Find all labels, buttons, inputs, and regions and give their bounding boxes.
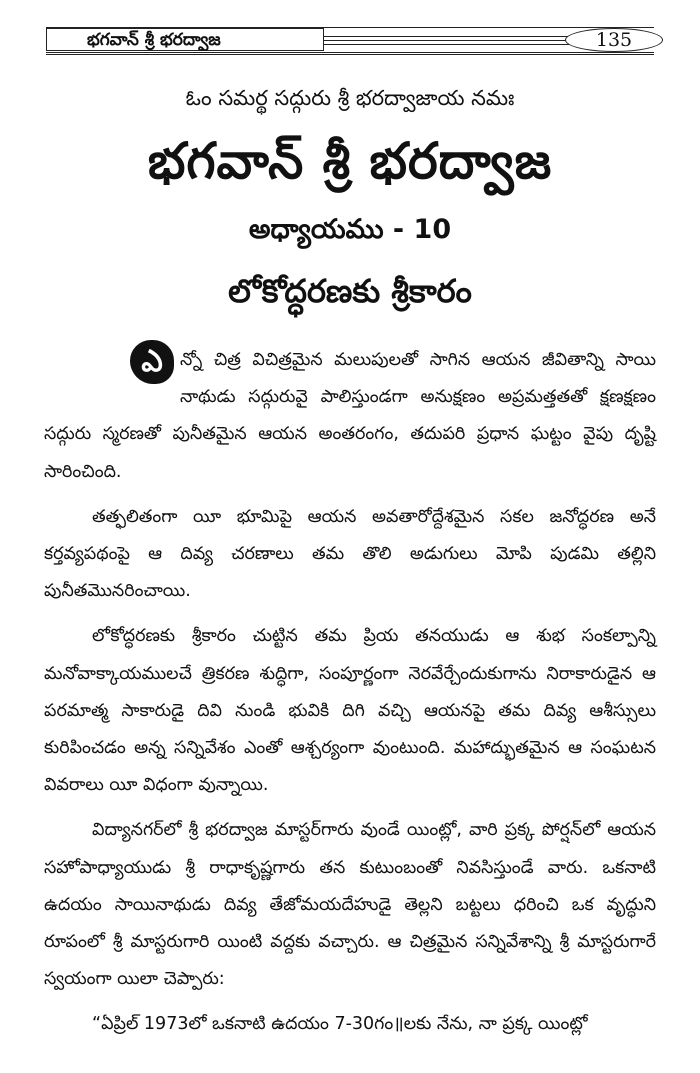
book-title: భగవాన్ శ్రీ భరద్వాజ <box>147 132 553 190</box>
invocation-line: ఓం సమర్థ సద్గురు శ్రీ భరద్వాజాయ నమః <box>185 86 515 110</box>
body-text <box>44 342 656 1052</box>
running-title: భగవాన్ శ్రీ భరద్వాజ <box>46 28 324 51</box>
chapter-title: లోకోద్ధరణకు శ్రీకారం <box>228 272 472 310</box>
paragraph-4: విద్యానగర్‌లో శ్రీ భరద్వాజ మాస్టర్‌గారు వుండే యింట్లో, వారి ప్రక్క పోర్షన్‌లో ఆయన సహోపాధ్యాయుడు శ్రీ రాధాకృష్ణగారు తన కుటుంబంతో నివసిస్తుండే వారు. ఒకనాటి ఉదయం సాయినాథుడు దివ్య తేజోమయదేహుడై తెల్లని బట్టలు ధరించి ఒక వృద్ధుని రూపంలో శ్రీ మాస్టరుగారి యింటి వద్దకు వచ్చారు. ఆ చిత్రమైన సన్నివేశాన్ని శ్రీ మాస్టరుగారే స్వయంగా యిలా చెప్పారు: <box>44 820 656 990</box>
paragraph-1 <box>44 342 656 491</box>
page-number: 135 <box>565 28 663 52</box>
header-bottom-rule <box>46 52 654 55</box>
drop-cap: ఎ <box>130 340 174 384</box>
running-header <box>46 27 654 54</box>
paragraph-3: లోకోద్ధరణకు శ్రీకారం చుట్టిన తమ ప్రియ తనయుడు ఆ శుభ సంకల్పాన్ని మనోవాక్కాయములచే త్రికరణ శుద్ధిగా, సంపూర్ణంగా నెరవేర్చేందుకుగాను నిరాకారుడైన ఆ పరమాత్మ సాకారుడై దివి నుండి భువికి దిగి వచ్చి ఆయనపై తమ దివ్య ఆశీస్సులు కురిపించడం అన్న సన్నివేశం ఎంతో ఆశ్చర్యంగా వుంటుంది. మహాద్భుతమైన ఆ సంఘటన వివరాలు యీ విధంగా వున్నాయి. <box>44 626 656 796</box>
paragraph-5: “ఏప్రిల్ 1973లో ఒకనాటి ఉదయం 7-30గం॥లకు నేను, నా ప్రక్క యింట్లో <box>92 1014 588 1035</box>
paragraph-2: తత్ఫలితంగా యీ భూమిపై ఆయన అవతారోద్దేశమైన సకల జనోద్ధరణ అనే కర్తవ్యపథంపై ఆ దివ్య చరణాలు తమ తొలి అడుగులు మోపి పుడమి తల్లిని పునీతమొనరించాయి. <box>44 506 656 602</box>
chapter-number: అధ్యాయము - 10 <box>248 214 452 245</box>
paragraph-1-text: న్నో చిత్ర విచిత్రమైన మలుపులతో సాగిన ఆయన జీవితాన్ని సాయి నాథుడు సద్గురువై పాలిస్తుండగా అనుక్షణం అప్రమత్తతతో క్షణక్షణం సద్గురు స్మరణతో పునీతమైన ఆయన అంతరంగం, తదుపరి ప్రధాన ఘట్టం వైపు దృష్టి సారించింది. <box>44 350 656 482</box>
